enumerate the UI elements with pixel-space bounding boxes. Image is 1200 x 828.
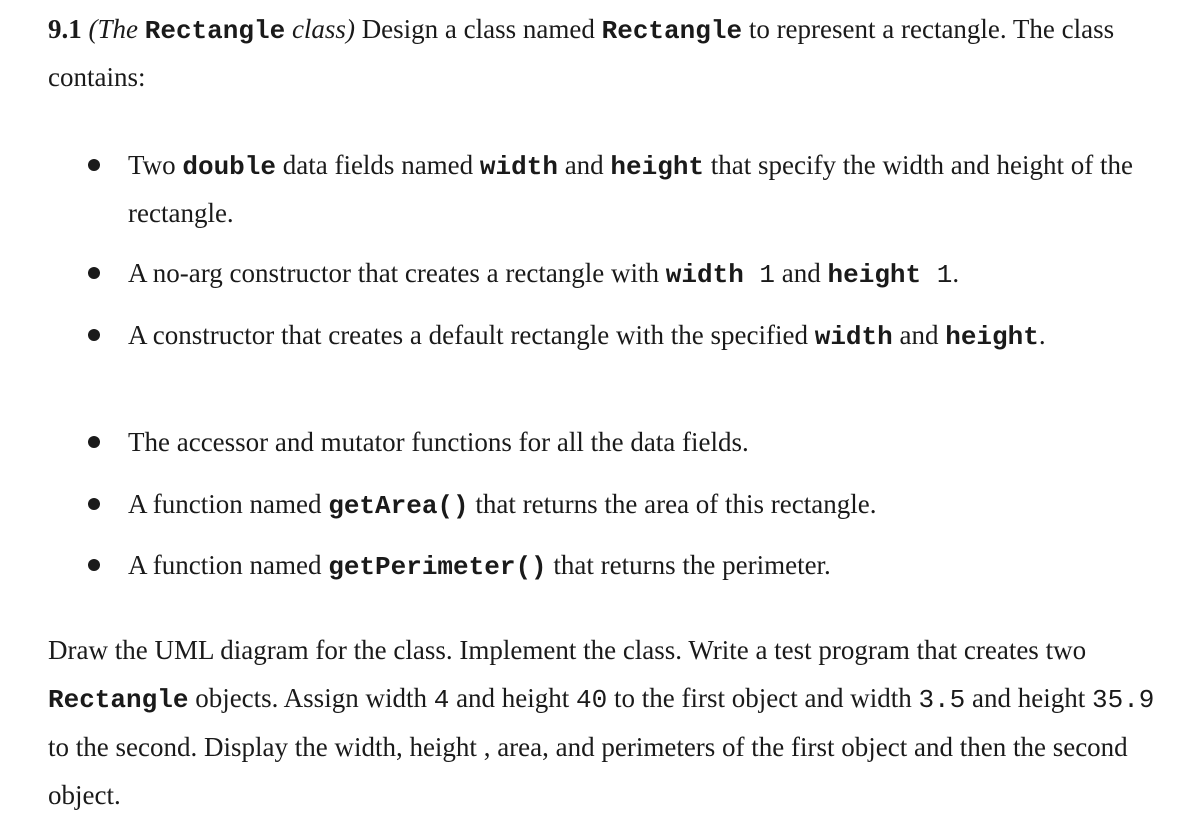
bullet-icon — [88, 498, 100, 510]
list-item-text: Two double data fields named width and height that specify the width and height of the rectangle. — [128, 150, 1133, 228]
list-item-text: A function named getPerimeter() that returns the perimeter. — [128, 550, 831, 582]
heading-class-code-2: Rectangle — [601, 16, 743, 46]
heading-text-a: Design a class named — [354, 14, 602, 44]
list-item-text: A constructor that creates a default rectangle with the specified width and height. — [128, 320, 1046, 352]
heading-paren-close: class) — [285, 14, 355, 44]
heading-class-code: Rectangle — [144, 16, 286, 46]
exercise-number: 9.1 — [48, 14, 82, 44]
bullet-icon — [88, 159, 100, 171]
bullet-icon — [88, 329, 100, 341]
list-item-text: A no-arg constructor that creates a rectangle with width 1 and height 1. — [128, 258, 960, 290]
instructions-paragraph: Draw the UML diagram for the class. Implement the class. Write a test program that creates two Rectangle objects. Assign width 4 and height 40 to the first object and width 3.5 and height 35.9 to the second. Display the width, height , area, and perimeters of the first object and then the second object. — [48, 635, 1155, 810]
exercise-heading — [48, 6, 1168, 100]
list-item-text: The accessor and mutator functions for all the data fields. — [128, 427, 749, 457]
list-item-text: A function named getArea() that returns the area of this rectangle. — [128, 489, 877, 521]
heading-text-b: to represent a rectangle. The class contains: — [48, 14, 1115, 92]
bullet-icon — [88, 267, 100, 279]
heading-paren-open: (The — [88, 14, 145, 44]
bullet-icon — [88, 436, 100, 448]
bullet-icon — [88, 559, 100, 571]
